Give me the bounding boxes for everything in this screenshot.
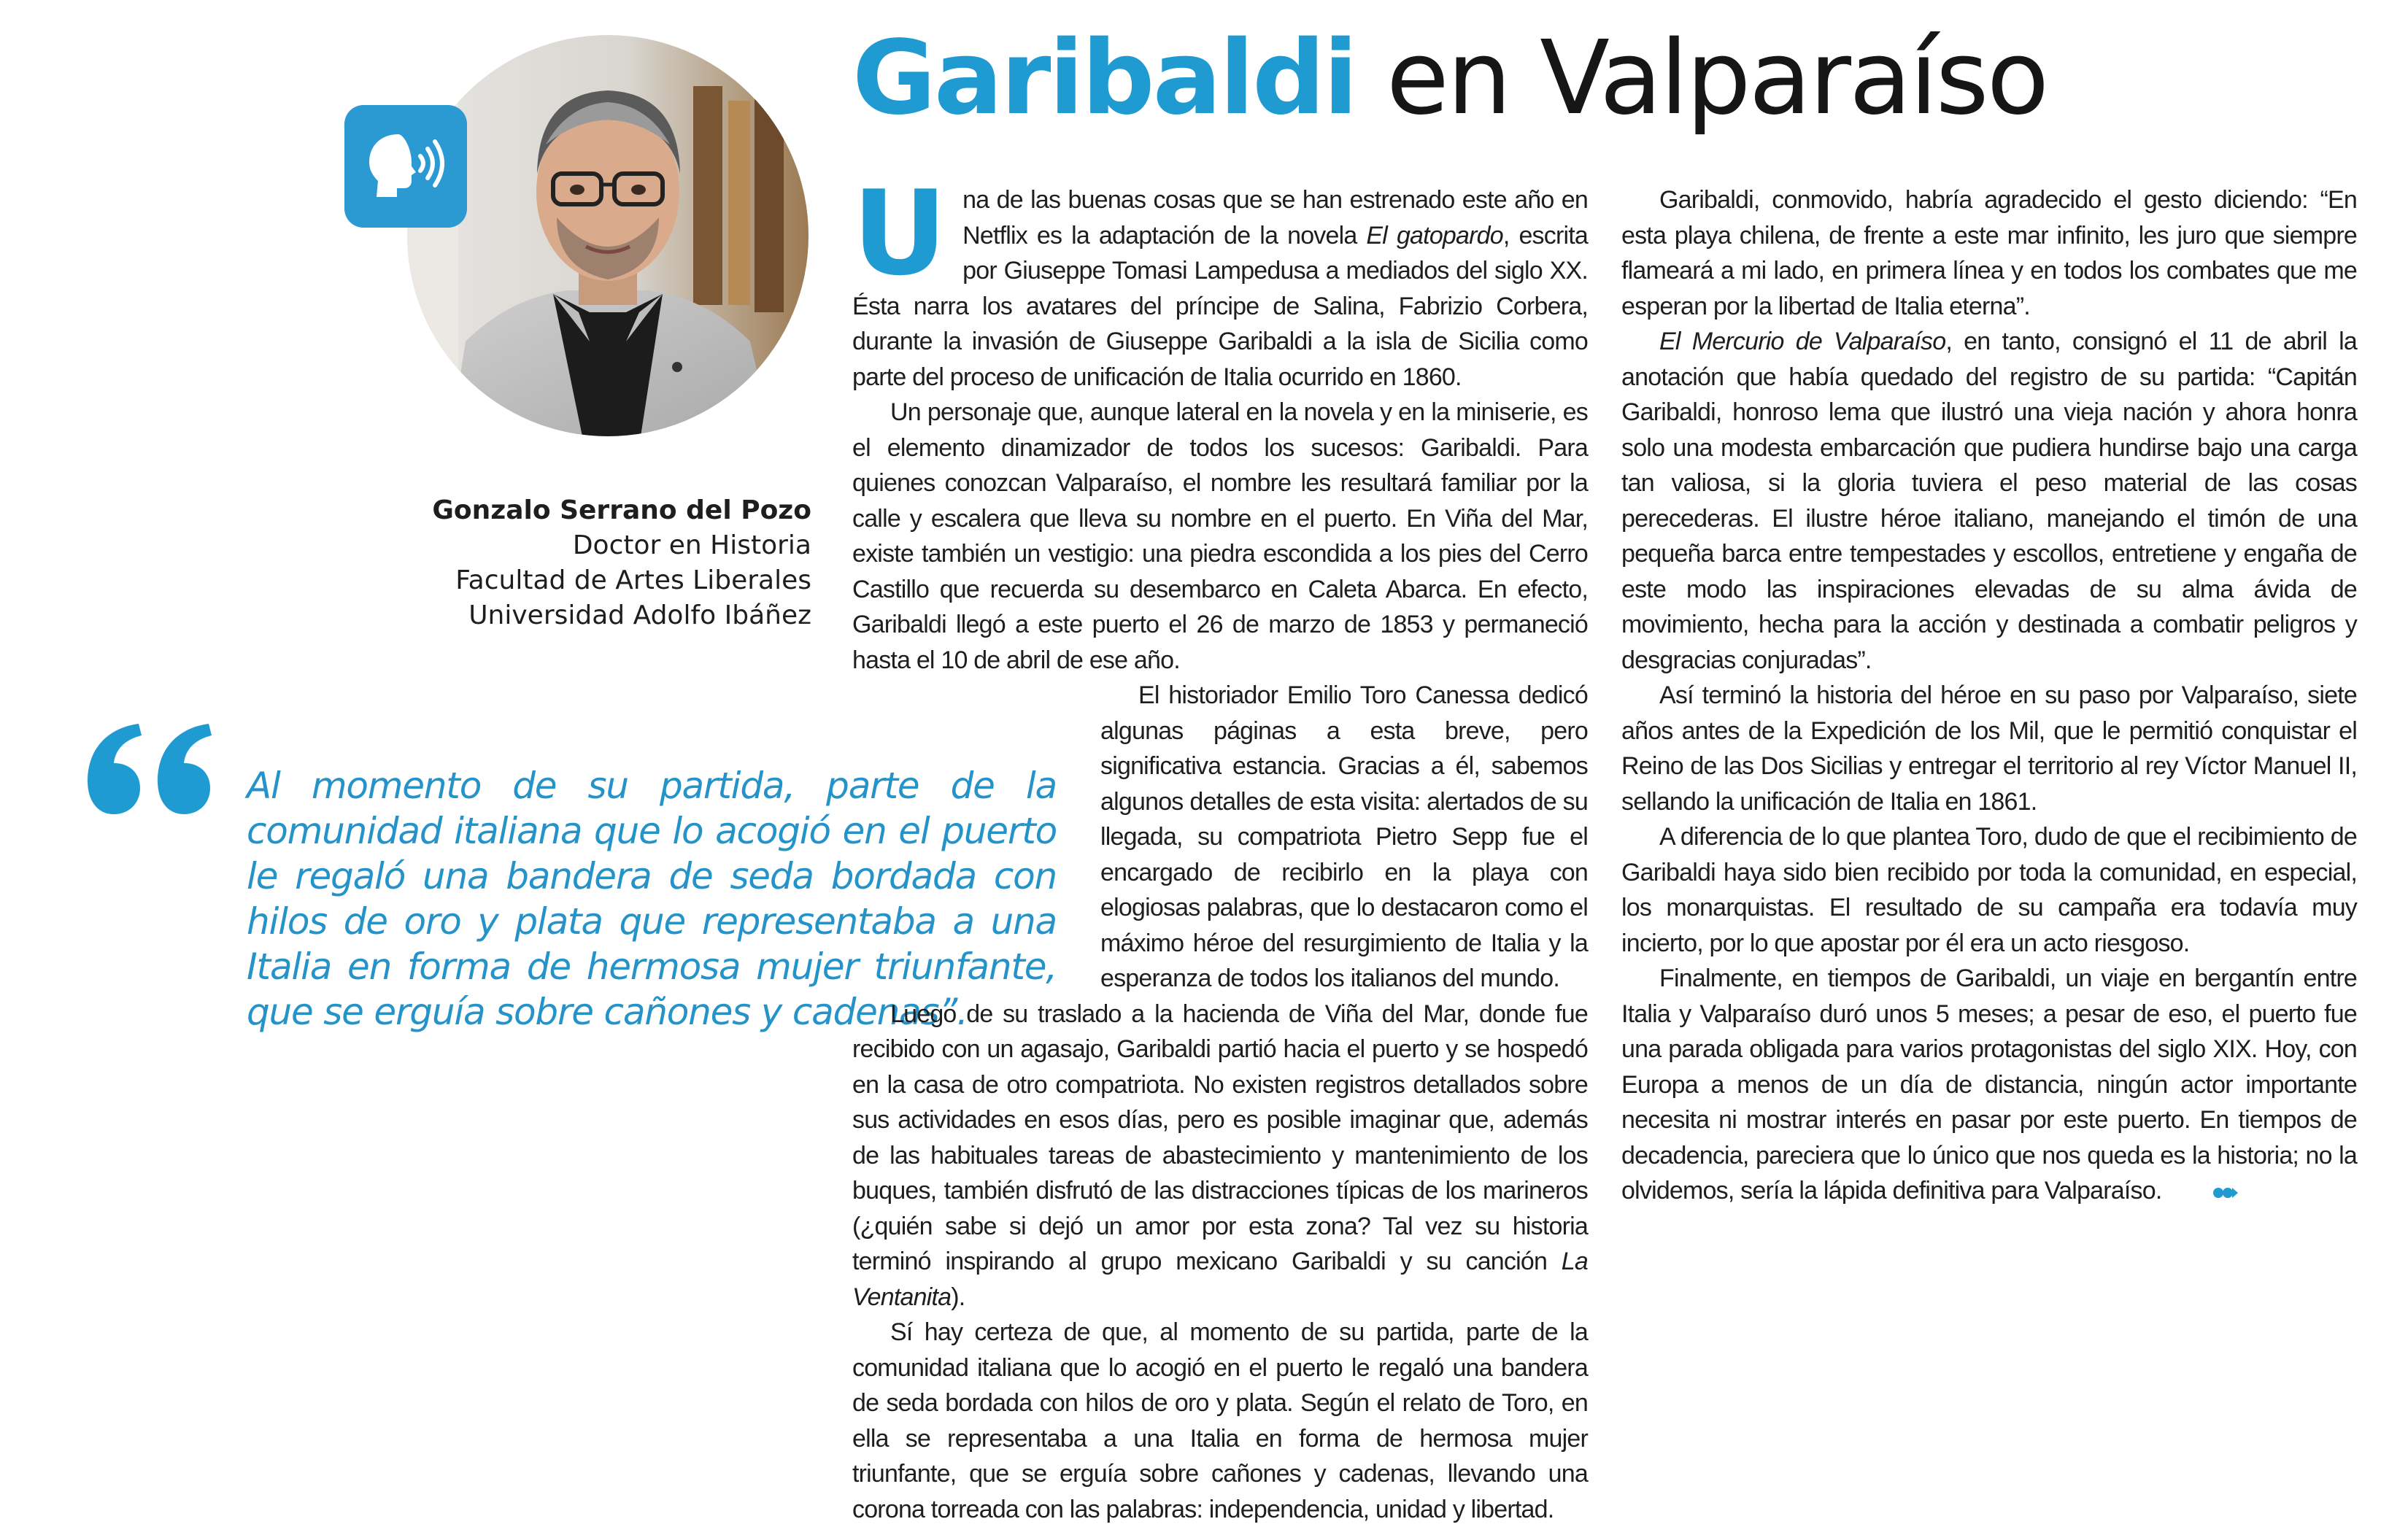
article-paragraph-8: Así terminó la historia del héroe en su paso por Valparaíso, siete años antes de la Expedición de los Mil, que le permitió conquistar el Reino de las Dos Sicilias y entregar el territorio al rey Víctor Manuel II, sellando la unificación de Italia en 1861. [1621,681,2357,816]
article-column-2 [1621,182,2357,1350]
article-paragraph-6: Garibaldi, conmovido, habría agradecido el gesto diciendo: “En esta playa chilena, de frente a este mar infinito, les juro que siempre flameará a mi lado, en primera línea y en todos los combates que me esperan por la libertad de Italia eterna”. [1621,186,2357,320]
article-paragraph-2: Un personaje que, aunque lateral en la novela y en la miniserie, es el elemento dinamizador de todos los sucesos: Garibaldi. Para quienes conozcan Valparaíso, el nombre les resultará familiar por la calle y escalera que lleva su nombre en el puerto. En Viña del Mar, existe también un vestigio: una piedra escondida a los pies del Cerro Castillo que recuerda su desembarco en Caleta Abarca. En efecto, Garibaldi llegó a este puerto el 26 de marzo de 1853 y permaneció hasta el 10 de abril de ese año. [852,398,1588,674]
article-paragraph-7: El Mercurio de Valparaíso, en tanto, consignó el 11 de abril la anotación que había quedado del registro de su partida: “Capitán Garibaldi, honroso lema que ilustró una vieja nación y ahora honra solo una modesta embarcación que pudiera hundirse bajo una carga tan valiosa, si la gloria tuviera el peso material de las cosas perecederas. El ilustre héroe italiano, manejando el timón de una pequeña barca entre tempestades y escollos, entretiene y engaña de este modo las inspiraciones elevadas de su alma ávida de movimiento, hecha para la acción y destinada a combatir peligros y desgracias conjuradas”. [1621,328,2358,674]
pull-quote-wrap-space [852,713,1100,975]
end-of-article-icon [2174,1175,2238,1210]
headline-rest: en Valparaíso [1386,19,2048,138]
article-paragraph-4: Luego de su traslado a la hacienda de Viña del Mar, donde fue recibido con un agasajo, Garibaldi partió hacia el puerto y se hospedó en la casa de otro compatriota. No existen registros detallados sobre sus actividades en esos días, pero es posible imaginar que, además de las habituales tareas de abastecimiento y mantenimiento de los buques, también disfrutó de las distracciones típicas de los marineros (¿quién sabe si dejó un amor por esta zona? Tal vez su historia terminó inspirando al grupo mexicano Garibaldi y su canción La Ventanita). [852,1000,1588,1311]
song-title: La Ventanita [852,1248,1588,1311]
article-paragraph-9: A diferencia de lo que plantea Toro, dudo de que el recibimiento de Garibaldi haya sido bien recibido por toda la comunidad, en especial, los monarquistas. El resultado de su campaña era todavía muy incierto, por lo que apostar por él era un acto riesgoso. [1621,823,2357,957]
author-title: Doctor en Historia [572,530,811,560]
article-column-1 [852,165,1588,1523]
article-paragraph-10: Finalmente, en tiempos de Garibaldi, un viaje en bergantín entre Italia y Valparaíso duró unos 5 meses; a pesar de eso, el puerto fue una parada obligada para varios protagonistas del siglo XIX. Hoy, con Europa a menos de un día de distancia, ningún actor importante necesita ni mostrar interés en pasar por este puerto. En tiempos de decadencia, pareciera que lo único que nos queda es la historia; no la olvidemos, sería la lápida definitiva para Valparaíso. [1621,961,2357,1210]
quote-mark-icon [82,721,220,819]
author-photo [407,35,809,436]
newspaper-title: El Mercurio de Valparaíso [1659,328,1946,355]
headline-accent: Garibaldi [852,19,1357,138]
article-paragraph-3: El historiador Emilio Toro Canessa dedicó algunas páginas a esta breve, pero significativa estancia. Gracias a él, sabemos algunos detalles de esta visita: alertados de su llegada, su compatriota Pietro Sepp fue el encargado de recibirlo en la playa con elogiosas palabras, que lo destacaron como el máximo héroe del resurgimiento de Italia y la esperanza de todos los italianos del mundo. [852,678,1588,997]
headline [852,19,2048,138]
pull-quote: Al momento de su partida, parte de la comunidad italiana que lo acogió en el puerto le regaló una bandera de seda bordada con hilos de oro y plata que representaba a una Italia en forma de hermosa mujer triunfante, que se erguía sobre cañones y cadenas”. [247,765,1057,1033]
author-university: Universidad Adolfo Ibáñez [468,600,811,630]
author-byline [394,493,811,633]
article-paragraph-1: Una de las buenas cosas que se han estrenado este año en Netflix es la adaptación de la novela El gatopardo, escrita por Giuseppe Tomasi Lampedusa a mediados del siglo XX. Ésta narra los avatares del príncipe de Salina, Fabrizio Corbera, durante la invasión de Giuseppe Garibaldi a la isla de Sicilia como parte del proceso de unificación de Italia ocurrido en 1860. [852,165,1588,391]
drop-cap: U [852,165,947,301]
speaking-head-icon [362,130,449,203]
author-portrait-illustration [407,35,809,436]
article-paragraph-5: Sí hay certeza de que, al momento de su partida, parte de la comunidad italiana que lo acogió en el puerto le regaló una bandera de seda bordada con hilos de oro y plata. Según el relato de Toro, en ella se representaba a una Italia en forma de hermosa mujer triunfante, que se erguía sobre cañones y cadenas, llevando una corona torreada con las palabras: independencia, unidad y libertad. [852,1318,1588,1523]
audio-listen-button[interactable] [344,105,467,228]
author-name: Gonzalo Serrano del Pozo [432,495,811,525]
book-title: El gatopardo [1366,221,1503,250]
author-faculty: Facultad de Artes Liberales [455,565,811,595]
